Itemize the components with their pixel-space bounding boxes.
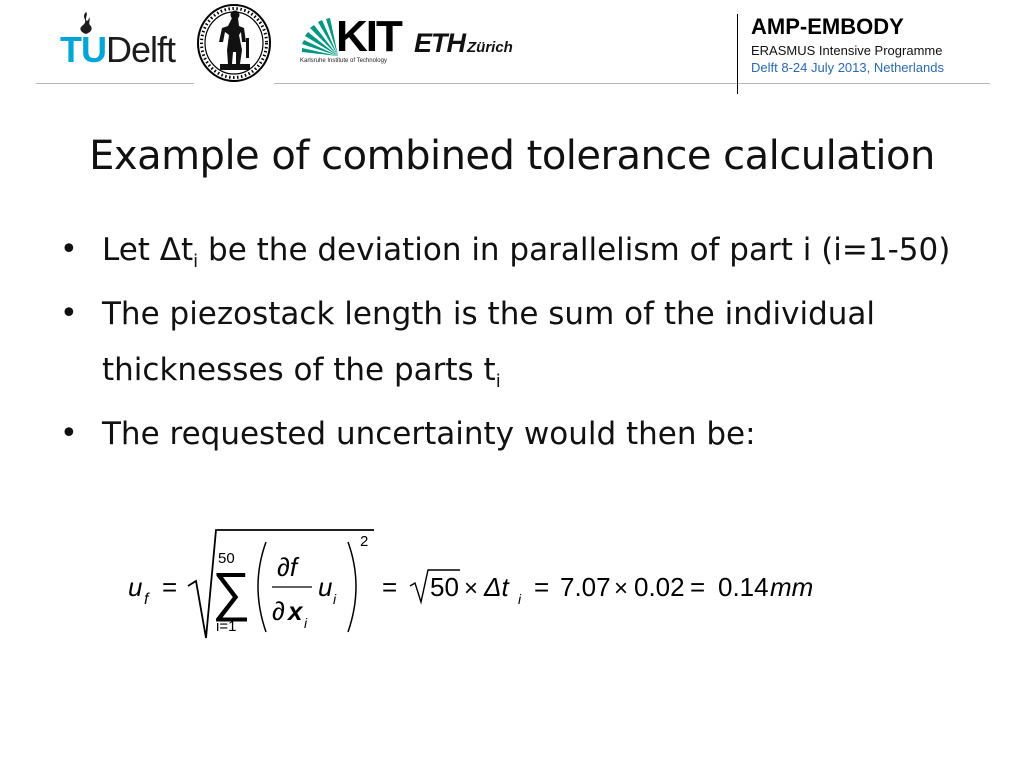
- sum-sigma: ∑: [212, 562, 251, 622]
- bullet-list: [60, 222, 980, 470]
- slide-header: [0, 0, 1024, 96]
- formula-equals: =: [162, 572, 178, 602]
- formula-u-var: u: [318, 572, 333, 602]
- bullet-item: [60, 286, 980, 398]
- kit-wordmark: KIT: [336, 12, 401, 61]
- right-paren: [348, 542, 356, 632]
- kit-subtitle: Karlsruhe Institute of Technology: [300, 58, 387, 64]
- times-sign: ×: [464, 575, 479, 602]
- formula-unit: mm: [770, 572, 814, 602]
- bullet-text: The piezostack length is the sum of the individual thicknesses of the parts t: [102, 296, 876, 388]
- tudelft-tu: TU: [60, 29, 106, 70]
- bullet-subscript: i: [495, 371, 501, 393]
- bullet-subscript: i: [193, 251, 199, 273]
- bullet-item: [60, 406, 980, 462]
- partial-den-d: ∂: [272, 596, 285, 626]
- bullet-text: The requested uncertainty would then be:: [102, 416, 756, 452]
- formula-power: 2: [360, 533, 369, 550]
- tudelft-delft: Delft: [106, 29, 176, 70]
- eth-zurich: Zürich: [467, 39, 513, 56]
- formula-u-sub: i: [333, 591, 337, 607]
- sqrt-radicand: 50: [430, 572, 459, 602]
- formula-equals-4: =: [690, 572, 706, 602]
- bullet-glyph: •: [60, 416, 78, 451]
- kit-logo: [298, 12, 401, 70]
- sum-upper-limit: 50: [218, 550, 235, 567]
- delta-t-sub: i: [518, 591, 522, 607]
- formula-equals-2: =: [382, 572, 398, 602]
- formula-equals-3: =: [534, 572, 550, 602]
- left-paren: [258, 542, 266, 632]
- header-vertical-divider: [737, 14, 738, 94]
- eth-wordmark: ETH: [414, 28, 465, 58]
- partial-den-x: x: [288, 596, 303, 626]
- bullet-text: Let Δt: [102, 232, 194, 268]
- partial-den-sub: i: [304, 615, 308, 631]
- formula-result: 0.14: [718, 572, 769, 602]
- value-delta: 0.02: [634, 572, 685, 602]
- uncertainty-formula: [126, 526, 866, 648]
- value-sqrt50: 7.07: [560, 572, 611, 602]
- formula-lhs-var: u: [128, 572, 143, 602]
- sum-lower-limit: i=1: [216, 618, 237, 635]
- programme-title: AMP-EMBODY: [751, 14, 904, 39]
- programme-info: [751, 12, 944, 76]
- formula-lhs-sub: f: [144, 591, 149, 608]
- eth-logo: [414, 28, 513, 59]
- header-divider: [36, 83, 990, 84]
- bullet-glyph: •: [60, 232, 78, 267]
- bullet-text-cont: be the deviation in parallelism of part i (i=1-50): [198, 232, 951, 268]
- programme-dates: Delft 8-24 July 2013, Netherlands: [751, 60, 944, 75]
- slide-title: Example of combined tolerance calculation: [89, 133, 935, 179]
- partial-numerator: ∂f: [277, 552, 298, 582]
- programme-subtitle: ERASMUS Intensive Programme: [751, 43, 943, 58]
- bullet-item: [60, 222, 980, 278]
- tudelft-logo: [60, 12, 182, 72]
- university-seal-logo: [194, 2, 274, 84]
- delta-t: Δt: [484, 572, 509, 602]
- times-sign-2: ×: [614, 575, 629, 602]
- bullet-glyph: •: [60, 296, 78, 331]
